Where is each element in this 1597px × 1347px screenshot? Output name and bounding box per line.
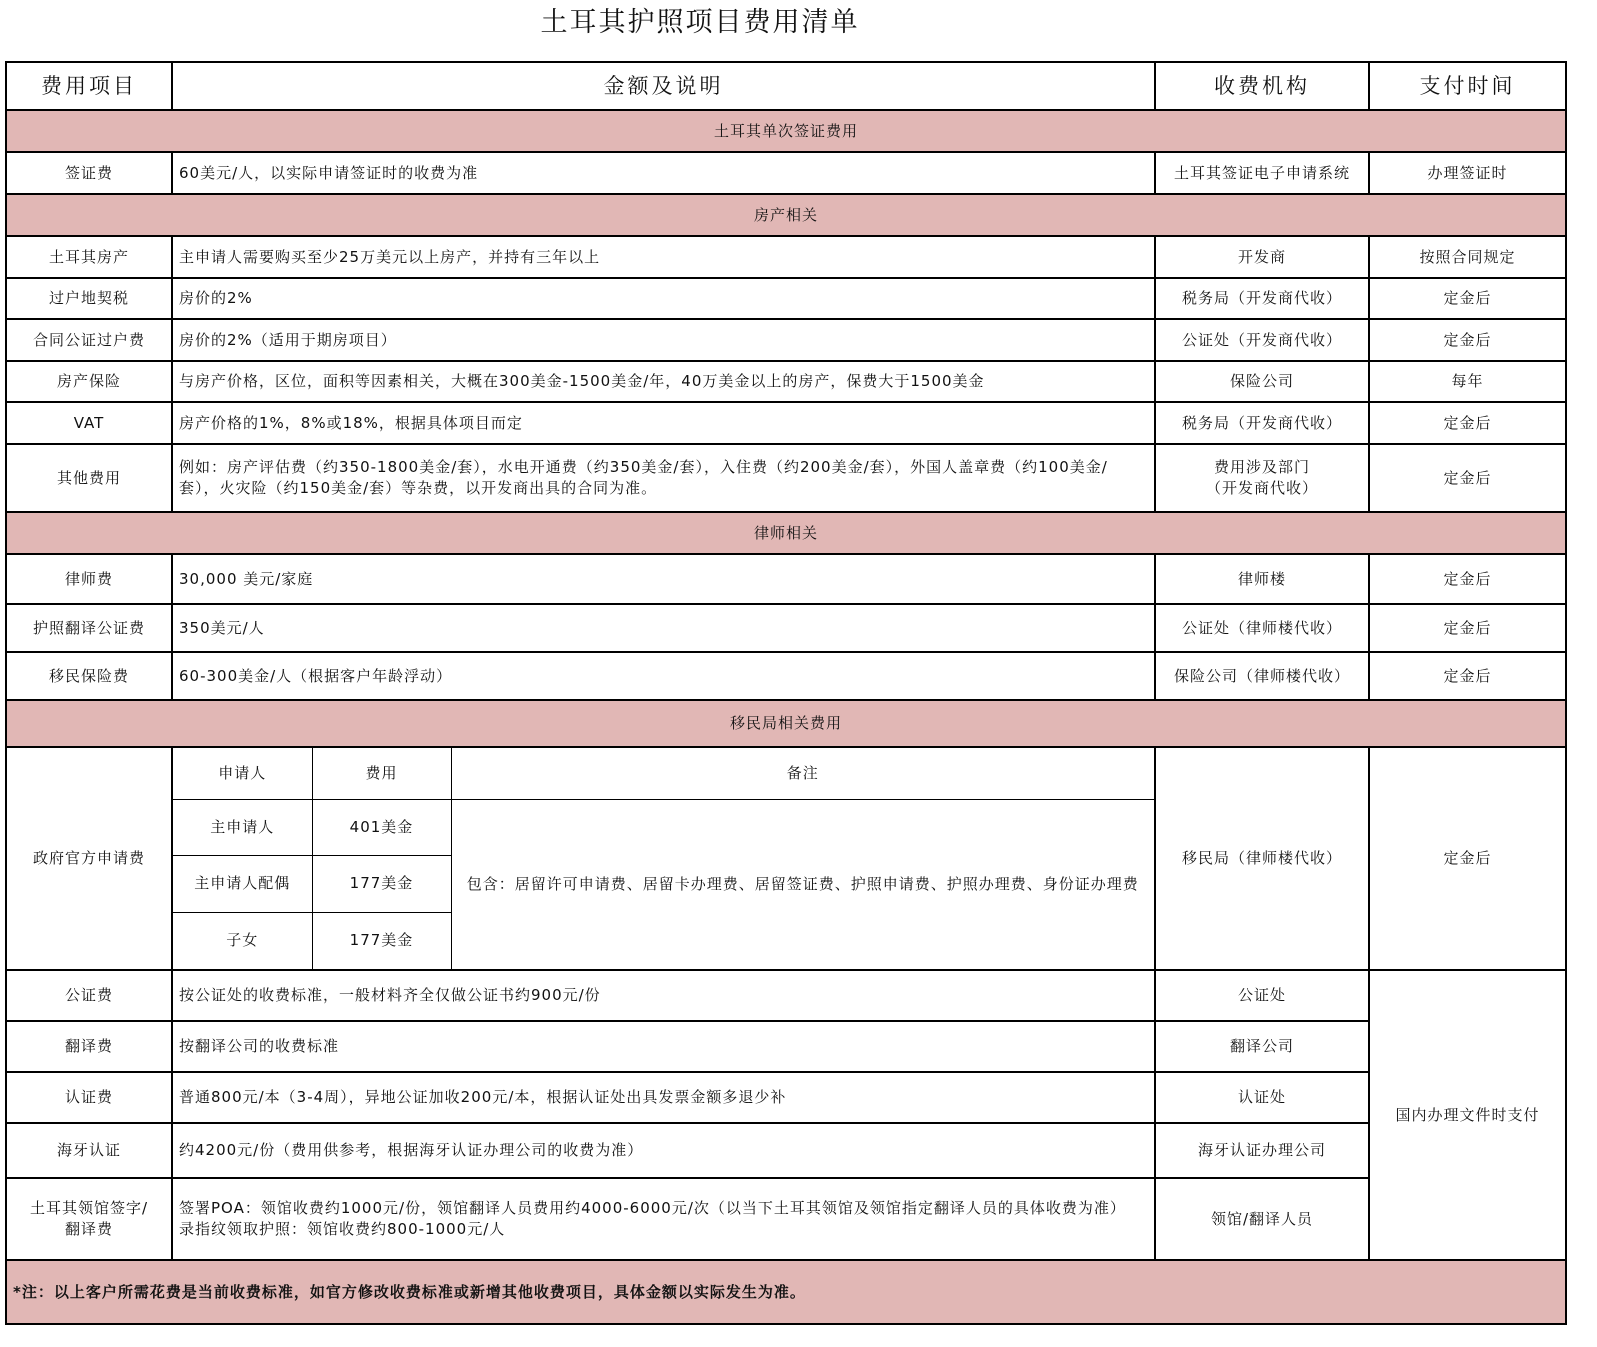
- amount-cell: 主申请人需要购买至少25万美元以上房产，并持有三年以上: [172, 236, 1155, 278]
- item-cell: 其他费用: [6, 444, 172, 512]
- agency-cell: 开发商: [1155, 236, 1369, 278]
- agency-cell: 公证处（开发商代收）: [1155, 319, 1369, 361]
- section-immigration: 移民局相关费用: [6, 700, 1566, 747]
- table-row: [6, 604, 1566, 652]
- amount-cell: 60-300美金/人（根据客户年龄浮动）: [172, 652, 1155, 700]
- fee-cell: 177美金: [312, 855, 451, 912]
- header-item: 费用项目: [6, 62, 172, 110]
- note-cell: 包含：居留许可申请费、居留卡办理费、居留签证费、护照申请费、护照办理费、身份证办理费: [451, 799, 1154, 969]
- time-cell: 定金后: [1369, 319, 1566, 361]
- section-property: 房产相关: [6, 194, 1566, 236]
- table-row: [6, 554, 1566, 604]
- amount-cell: 约4200元/份（费用供参考，根据海牙认证办理公司的收费为准）: [172, 1123, 1155, 1178]
- table-row: [6, 236, 1566, 278]
- subtable-header-row: [173, 748, 1154, 799]
- time-cell: 定金后: [1369, 278, 1566, 319]
- agency-cell: 海牙认证办理公司: [1155, 1123, 1369, 1178]
- subtable-header-applicant: 申请人: [173, 748, 312, 799]
- subtable-header-note: 备注: [451, 748, 1154, 799]
- table-row: [6, 970, 1566, 1021]
- agency-cell: 公证处（律师楼代收）: [1155, 604, 1369, 652]
- table-row: [6, 152, 1566, 194]
- table-row: [6, 319, 1566, 361]
- table-row: [6, 747, 1566, 970]
- section-row: [6, 194, 1566, 236]
- amount-cell: 按公证处的收费标准，一般材料齐全仅做公证书约900元/份: [172, 970, 1155, 1021]
- time-cell: 定金后: [1369, 747, 1566, 970]
- table-row: [6, 1021, 1566, 1072]
- header-time: 支付时间: [1369, 62, 1566, 110]
- gov-fee-subtable: [173, 748, 1154, 969]
- agency-cell: 移民局（律师楼代收）: [1155, 747, 1369, 970]
- agency-cell: 费用涉及部门 （开发商代收）: [1155, 444, 1369, 512]
- subtable-header-fee: 费用: [312, 748, 451, 799]
- item-cell: 律师费: [6, 554, 172, 604]
- item-cell: 翻译费: [6, 1021, 172, 1072]
- item-cell: 房产保险: [6, 361, 172, 402]
- item-cell: 签证费: [6, 152, 172, 194]
- fee-table: [5, 61, 1567, 1325]
- item-cell: 土耳其房产: [6, 236, 172, 278]
- applicant-cell: 主申请人配偶: [173, 855, 312, 912]
- applicant-cell: 子女: [173, 912, 312, 969]
- agency-cell: 税务局（开发商代收）: [1155, 402, 1369, 444]
- section-lawyer: 律师相关: [6, 512, 1566, 554]
- gov-fee-detail: [172, 747, 1155, 970]
- section-row: [6, 512, 1566, 554]
- agency-cell: 土耳其签证电子申请系统: [1155, 152, 1369, 194]
- time-cell: 定金后: [1369, 554, 1566, 604]
- amount-cell: 与房产价格，区位，面积等因素相关，大概在300美金-1500美金/年，40万美金以上的房产，保费大于1500美金: [172, 361, 1155, 402]
- amount-cell: 例如：房产评估费（约350-1800美金/套），水电开通费（约350美金/套），入住费（约200美金/套），外国人盖章费（约100美金/套），火灾险（约150美金/套）等杂费，以开发商出具的合同为准。: [172, 444, 1155, 512]
- item-cell: 政府官方申请费: [6, 747, 172, 970]
- item-cell: 海牙认证: [6, 1123, 172, 1178]
- fee-cell: 401美金: [312, 799, 451, 855]
- table-row: [6, 1178, 1566, 1260]
- item-cell: 过户地契税: [6, 278, 172, 319]
- domestic-time-cell: 国内办理文件时支付: [1369, 970, 1566, 1260]
- subtable-row: [173, 799, 1154, 855]
- item-cell: 移民保险费: [6, 652, 172, 700]
- applicant-cell: 主申请人: [173, 799, 312, 855]
- table-row: [6, 402, 1566, 444]
- header-amount: 金额及说明: [172, 62, 1155, 110]
- agency-cell: 保险公司: [1155, 361, 1369, 402]
- table-row: [6, 278, 1566, 319]
- amount-cell: 按翻译公司的收费标准: [172, 1021, 1155, 1072]
- table-row: [6, 444, 1566, 512]
- item-cell: 认证费: [6, 1072, 172, 1123]
- table-row: [6, 1072, 1566, 1123]
- item-cell: 合同公证过户费: [6, 319, 172, 361]
- section-visa: 土耳其单次签证费用: [6, 110, 1566, 152]
- time-cell: 定金后: [1369, 444, 1566, 512]
- agency-cell: 保险公司（律师楼代收）: [1155, 652, 1369, 700]
- footnote: *注：以上客户所需花费是当前收费标准，如官方修改收费标准或新增其他收费项目，具体金额以实际发生为准。: [6, 1260, 1566, 1324]
- time-cell: 办理签证时: [1369, 152, 1566, 194]
- section-row: [6, 110, 1566, 152]
- amount-cell: 350美元/人: [172, 604, 1155, 652]
- amount-cell: 房产价格的1%，8%或18%，根据具体项目而定: [172, 402, 1155, 444]
- agency-cell: 律师楼: [1155, 554, 1369, 604]
- amount-cell: 60美元/人，以实际申请签证时的收费为准: [172, 152, 1155, 194]
- item-cell: VAT: [6, 402, 172, 444]
- header-row: [6, 62, 1566, 110]
- table-row: [6, 361, 1566, 402]
- table-row: [6, 652, 1566, 700]
- agency-cell: 税务局（开发商代收）: [1155, 278, 1369, 319]
- time-cell: 定金后: [1369, 652, 1566, 700]
- amount-cell: 普通800元/本（3-4周），异地公证加收200元/本，根据认证处出具发票金额多退少补: [172, 1072, 1155, 1123]
- section-row: [6, 700, 1566, 747]
- time-cell: 按照合同规定: [1369, 236, 1566, 278]
- item-cell: 护照翻译公证费: [6, 604, 172, 652]
- item-cell: 公证费: [6, 970, 172, 1021]
- agency-cell: 认证处: [1155, 1072, 1369, 1123]
- fee-cell: 177美金: [312, 912, 451, 969]
- item-cell: 土耳其领馆签字/ 翻译费: [6, 1178, 172, 1260]
- header-agency: 收费机构: [1155, 62, 1369, 110]
- agency-cell: 领馆/翻译人员: [1155, 1178, 1369, 1260]
- time-cell: 定金后: [1369, 402, 1566, 444]
- amount-cell: 房价的2%: [172, 278, 1155, 319]
- agency-cell: 翻译公司: [1155, 1021, 1369, 1072]
- time-cell: 定金后: [1369, 604, 1566, 652]
- amount-cell: 30,000 美元/家庭: [172, 554, 1155, 604]
- agency-cell: 公证处: [1155, 970, 1369, 1021]
- table-row: [6, 1123, 1566, 1178]
- time-cell: 每年: [1369, 361, 1566, 402]
- page-title: 土耳其护照项目费用清单: [540, 7, 860, 38]
- amount-cell: 签署POA：领馆收费约1000元/份，领馆翻译人员费用约4000-6000元/次（以当下土耳其领馆及领馆指定翻译人员的具体收费为准） 录指纹领取护照：领馆收费约800-1000元/人: [172, 1178, 1155, 1260]
- footnote-row: [6, 1260, 1566, 1324]
- amount-cell: 房价的2%（适用于期房项目）: [172, 319, 1155, 361]
